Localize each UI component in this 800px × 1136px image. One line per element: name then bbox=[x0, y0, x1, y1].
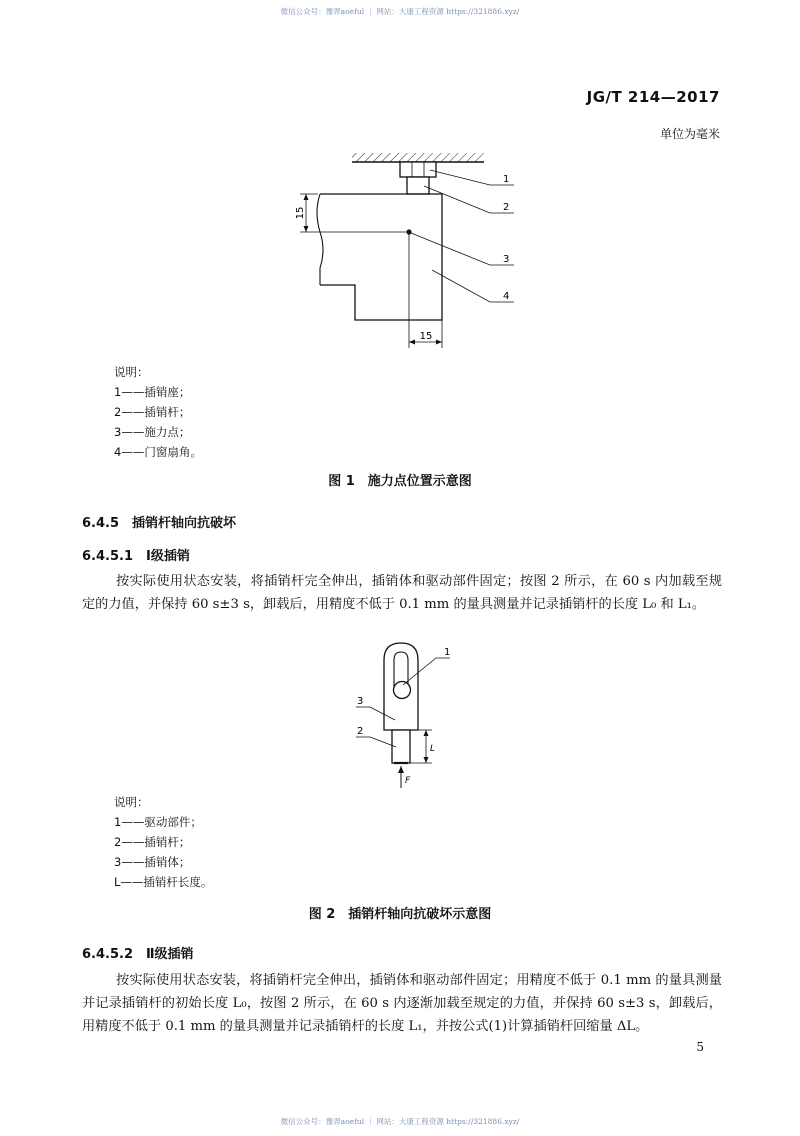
callout-3: 3 bbox=[503, 254, 510, 265]
figure-2-legend bbox=[114, 792, 212, 892]
legend-item: 3——插销体； bbox=[114, 855, 191, 869]
unit-note: 单位为毫米 bbox=[659, 127, 720, 141]
legend-item: 2——插销杆； bbox=[114, 835, 191, 849]
callout-2: 2 bbox=[503, 202, 510, 213]
paragraph-6-4-5-1: 按实际使用状态安装，将插销杆完全伸出，插销体和驱动部件固定；按图 2 所示，在 60 s 内加载至规定的力值，并保持 60 s±3 s，卸载后，用精度不低于 0.1 mm 的量具测量并记录插销杆的长度 L₀ 和 L₁。 bbox=[82, 574, 722, 612]
paragraph-6-4-5-2: 按实际使用状态安装，将插销杆完全伸出，插销体和驱动部件固定；用精度不低于 0.1 mm 的量具测量并记录插销杆的初始长度 L₀，按图 2 所示，在 60 s 内逐渐加载至规定的力值，并保持 60 s±3 s，卸载后，用精度不低于 0.1 mm 的量具测量并记录插销杆的长度 L₁，并按公式(1)计算插销杆回缩量 ΔL。 bbox=[82, 973, 722, 1034]
figure-1-legend bbox=[114, 362, 202, 462]
callout-1: 1 bbox=[503, 174, 510, 185]
bolt-seat-shape bbox=[400, 162, 436, 177]
figure-2-diagram bbox=[0, 640, 800, 790]
callout-4: 4 bbox=[503, 291, 510, 302]
drive-pin-circle bbox=[394, 682, 411, 699]
mounting-surface-hatch bbox=[352, 153, 484, 162]
section-heading-6-4-5-1: 6.4.5.1 Ⅰ级插销 bbox=[82, 549, 190, 564]
bolt-rod-shape bbox=[407, 177, 429, 194]
watermark-bottom: 微信公众号：豫羿aoeful ｜ 网站：大康工程资源 https://321886.xyz/ bbox=[280, 1117, 520, 1126]
dim-horizontal-label: 15 bbox=[419, 331, 433, 342]
dim-vertical-label: 15 bbox=[295, 206, 306, 220]
force-label: F bbox=[405, 776, 411, 786]
figure-1-diagram bbox=[0, 140, 800, 355]
legend-item: 3——施力点； bbox=[114, 425, 191, 439]
legend-item: 1——驱动部件； bbox=[114, 815, 202, 829]
force-point-dot bbox=[406, 229, 411, 234]
callout-3: 3 bbox=[357, 696, 364, 707]
page-number: 5 bbox=[696, 1040, 704, 1054]
legend-title: 说明： bbox=[114, 365, 149, 379]
legend-item: 2——插销杆； bbox=[114, 405, 191, 419]
section-heading-6-4-5-2: 6.4.5.2 Ⅱ级插销 bbox=[82, 947, 194, 962]
door-corner-shape bbox=[320, 194, 442, 320]
legend-item: 1——插销座； bbox=[114, 385, 191, 399]
callout-1: 1 bbox=[444, 647, 451, 658]
watermark-top: 微信公众号：豫羿aoeful ｜ 网站：大康工程资源 https://321886.xyz/ bbox=[280, 7, 520, 16]
dim-l-label: L bbox=[430, 744, 436, 754]
figure-2-caption: 图 2 插销杆轴向抗破坏示意图 bbox=[308, 907, 492, 922]
legend-title: 说明： bbox=[114, 795, 149, 809]
standard-code: JG/T 214—2017 bbox=[586, 88, 720, 106]
legend-item: L——插销杆长度。 bbox=[114, 875, 213, 889]
section-heading-6-4-5: 6.4.5 插销杆轴向抗破坏 bbox=[82, 516, 237, 531]
figure-1-caption: 图 1 施力点位置示意图 bbox=[328, 474, 472, 489]
legend-item: 4——门窗扇角。 bbox=[114, 445, 202, 459]
callout-2: 2 bbox=[357, 726, 364, 737]
